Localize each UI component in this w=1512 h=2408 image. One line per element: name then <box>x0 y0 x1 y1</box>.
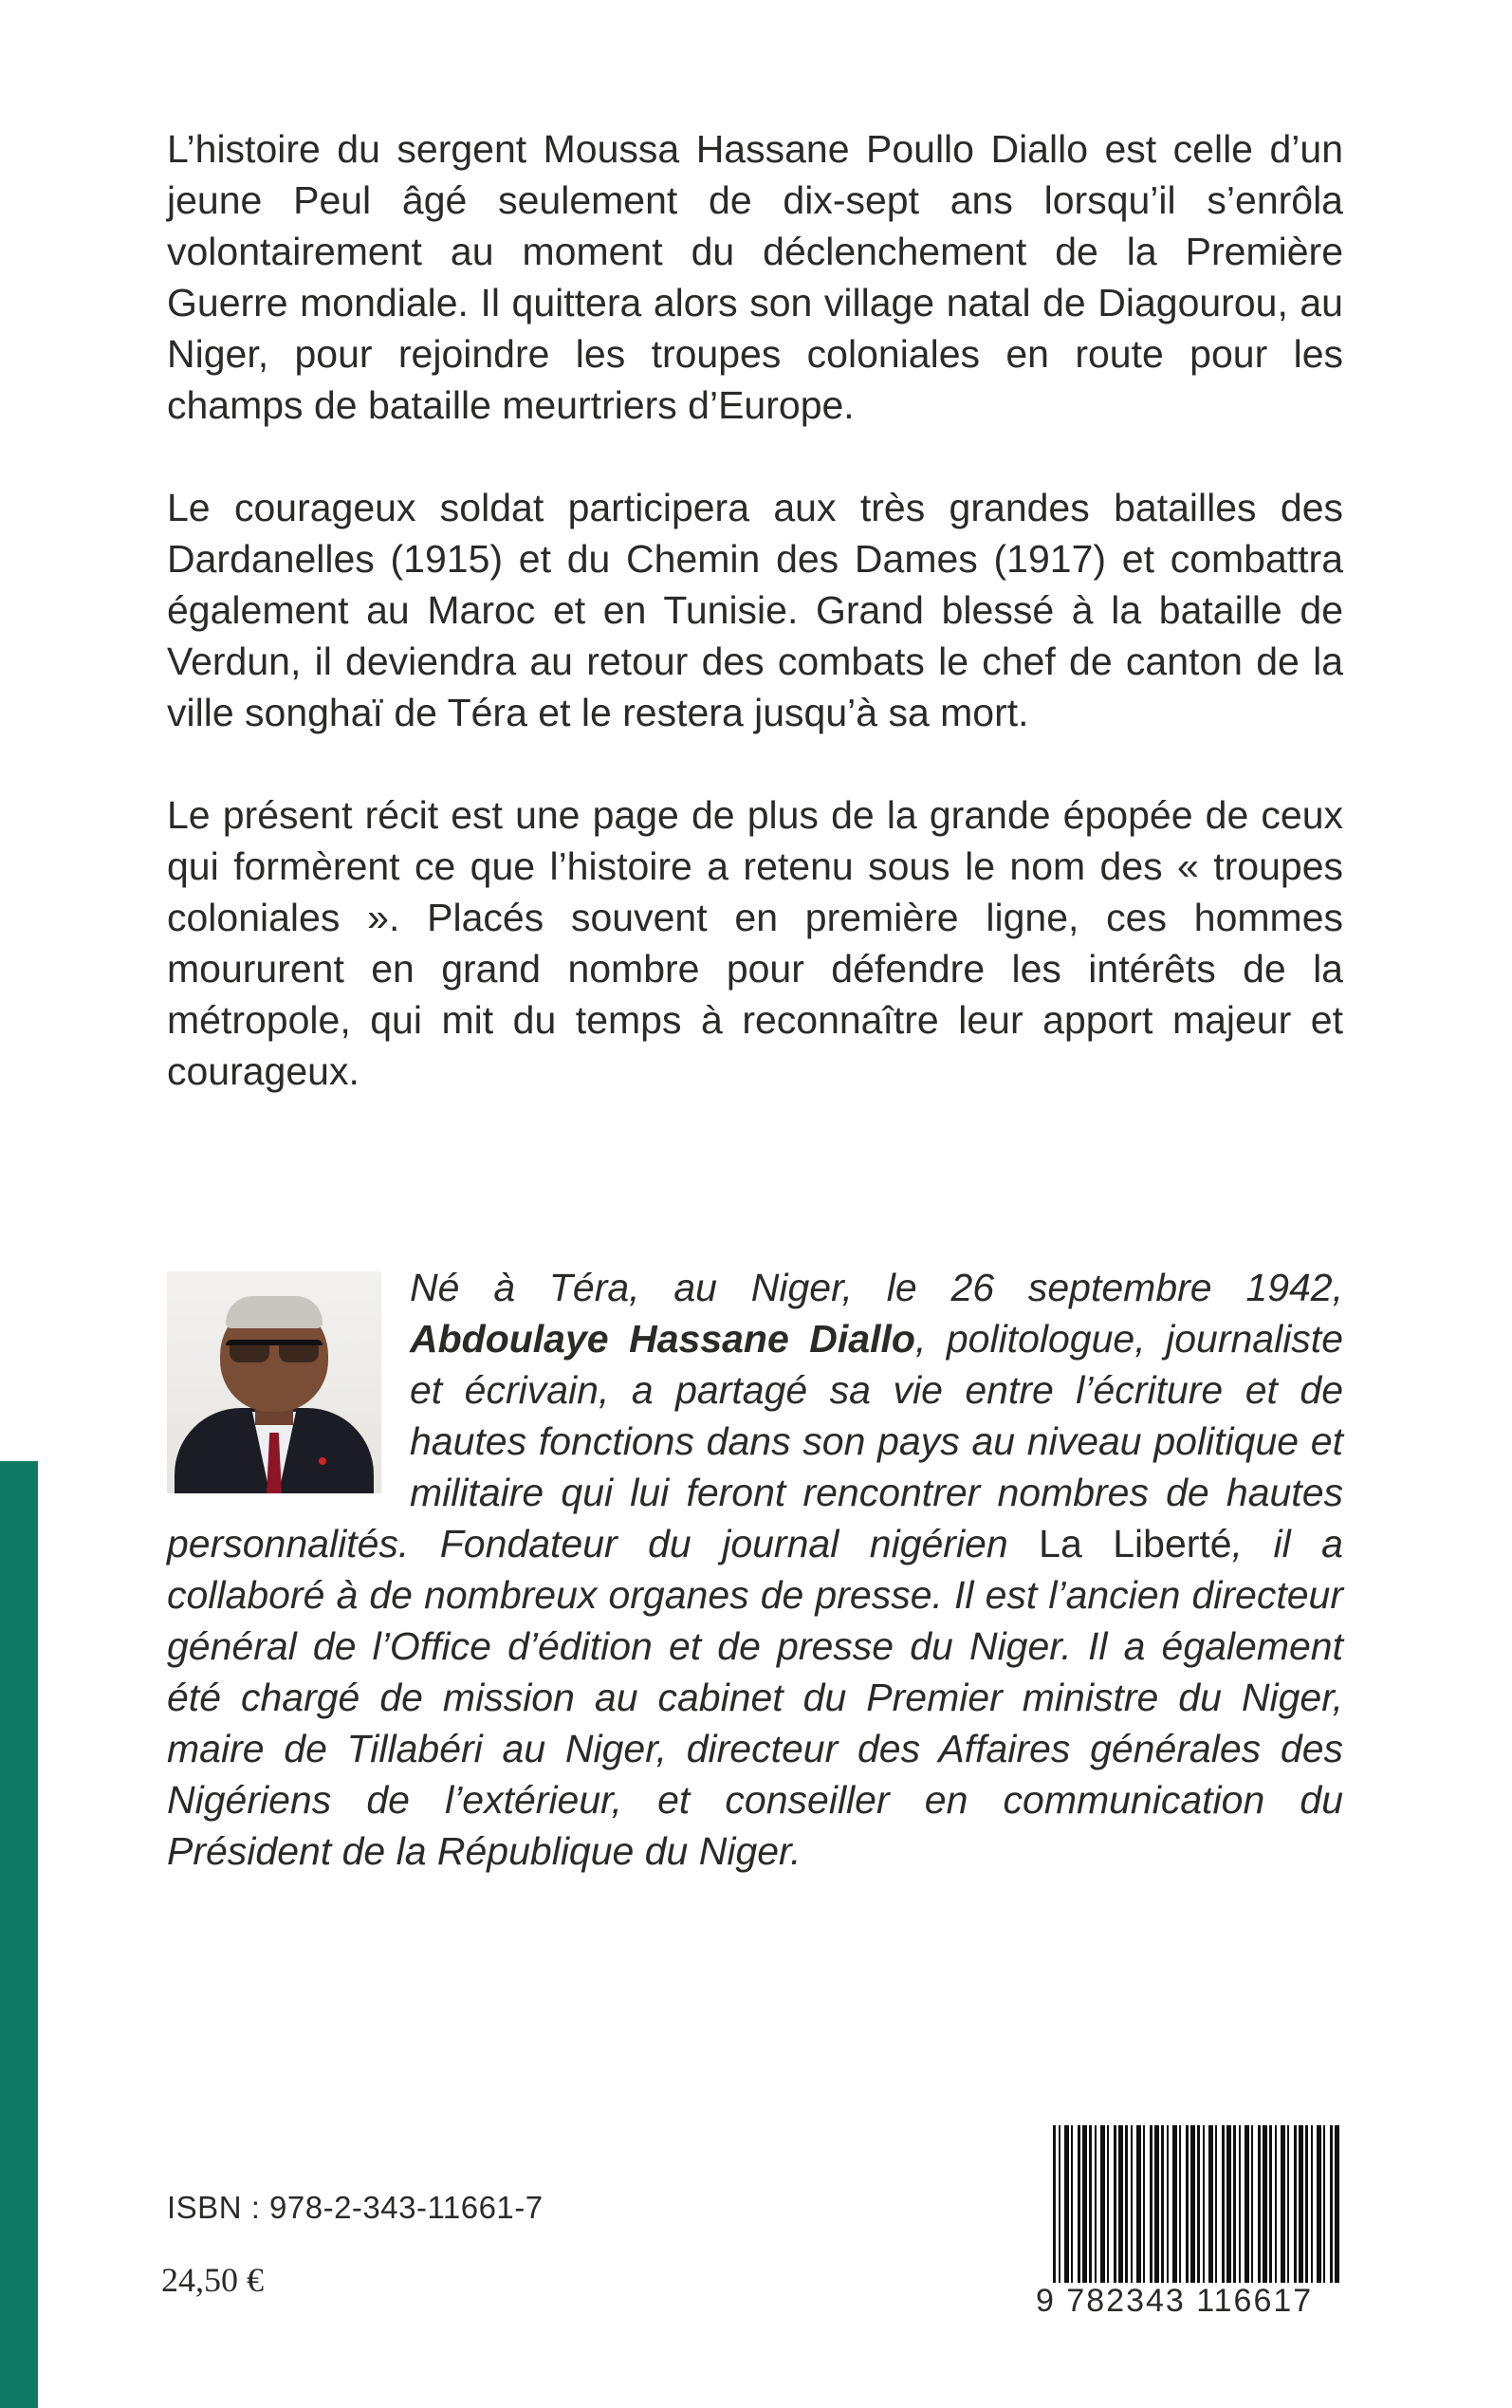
author-photo <box>167 1271 381 1493</box>
author-biography <box>167 1262 1343 1877</box>
price-label: 24,50 € <box>161 2261 264 2299</box>
journal-name: La Liberté <box>1039 1522 1232 1565</box>
bio-text-part-1: , politologue, journaliste et écrivain, a partagé sa vie entre l’écriture et de hautes fonctions dans son pays au niveau politique et militaire qui lui feront rencontrer nombres de hautes personnalités. Fondateur du journal nigérien <box>167 1317 1343 1565</box>
summary-paragraph-3: Le présent récit est une page de plus de la grande épopée de ceux qui formèrent ce que l’histoire a retenu sous le nom des « troupes coloniales ». Placés souvent en première ligne, ces hommes moururent en grand nombre pour défendre les intérêts de la métropole, qui mit du temps à reconnaître leur apport majeur et courageux. <box>167 793 1343 1093</box>
isbn-number: ISBN : 978-2-343-11661-7 <box>167 2190 544 2225</box>
author-name: Abdoulaye Hassane Diallo <box>410 1317 915 1361</box>
bio-text-part-2: , il a collaboré à de nombreux organes de presse. Il est l’ancien directeur général de l’Office d’édition et de presse du Niger. Il a également été chargé de mission au cabinet du Premier ministre du Niger, maire de Tillabéri au Niger, directeur des Affaires générales des Nigériens de l’extérieur, et conseiller en communication du Président de la République du Niger. <box>167 1522 1343 1873</box>
barcode-bars <box>1053 2125 1339 2288</box>
green-spine-band <box>0 1461 38 2408</box>
barcode-digits: 9 782343 116617 <box>1036 2283 1339 2320</box>
summary-paragraph-1: L’histoire du sergent Moussa Hassane Poullo Diallo est celle d’un jeune Peul âgé seulement de dix-sept ans lorsqu’il s’enrôla volontairement au moment du déclenchement de la Première Guerre mondiale. Il quittera alors son village natal de Diagourou, au Niger, pour rejoindre les troupes coloniales en route pour les champs de bataille meurtriers d’Europe. <box>167 127 1343 427</box>
book-summary <box>167 123 1343 1148</box>
barcode <box>1036 2125 1339 2328</box>
summary-paragraph-2: Le courageux soldat participera aux très grandes batailles des Dardanelles (1915) et du Chemin des Dames (1917) et combattra également au Maroc et en Tunisie. Grand blessé à la bataille de Verdun, il deviendra au retour des combats le chef de canton de la ville songhaï de Téra et le restera jusqu’à sa mort. <box>167 486 1343 734</box>
bio-intro: Né à Téra, au Niger, le 26 septembre 1942, <box>410 1266 1343 1309</box>
